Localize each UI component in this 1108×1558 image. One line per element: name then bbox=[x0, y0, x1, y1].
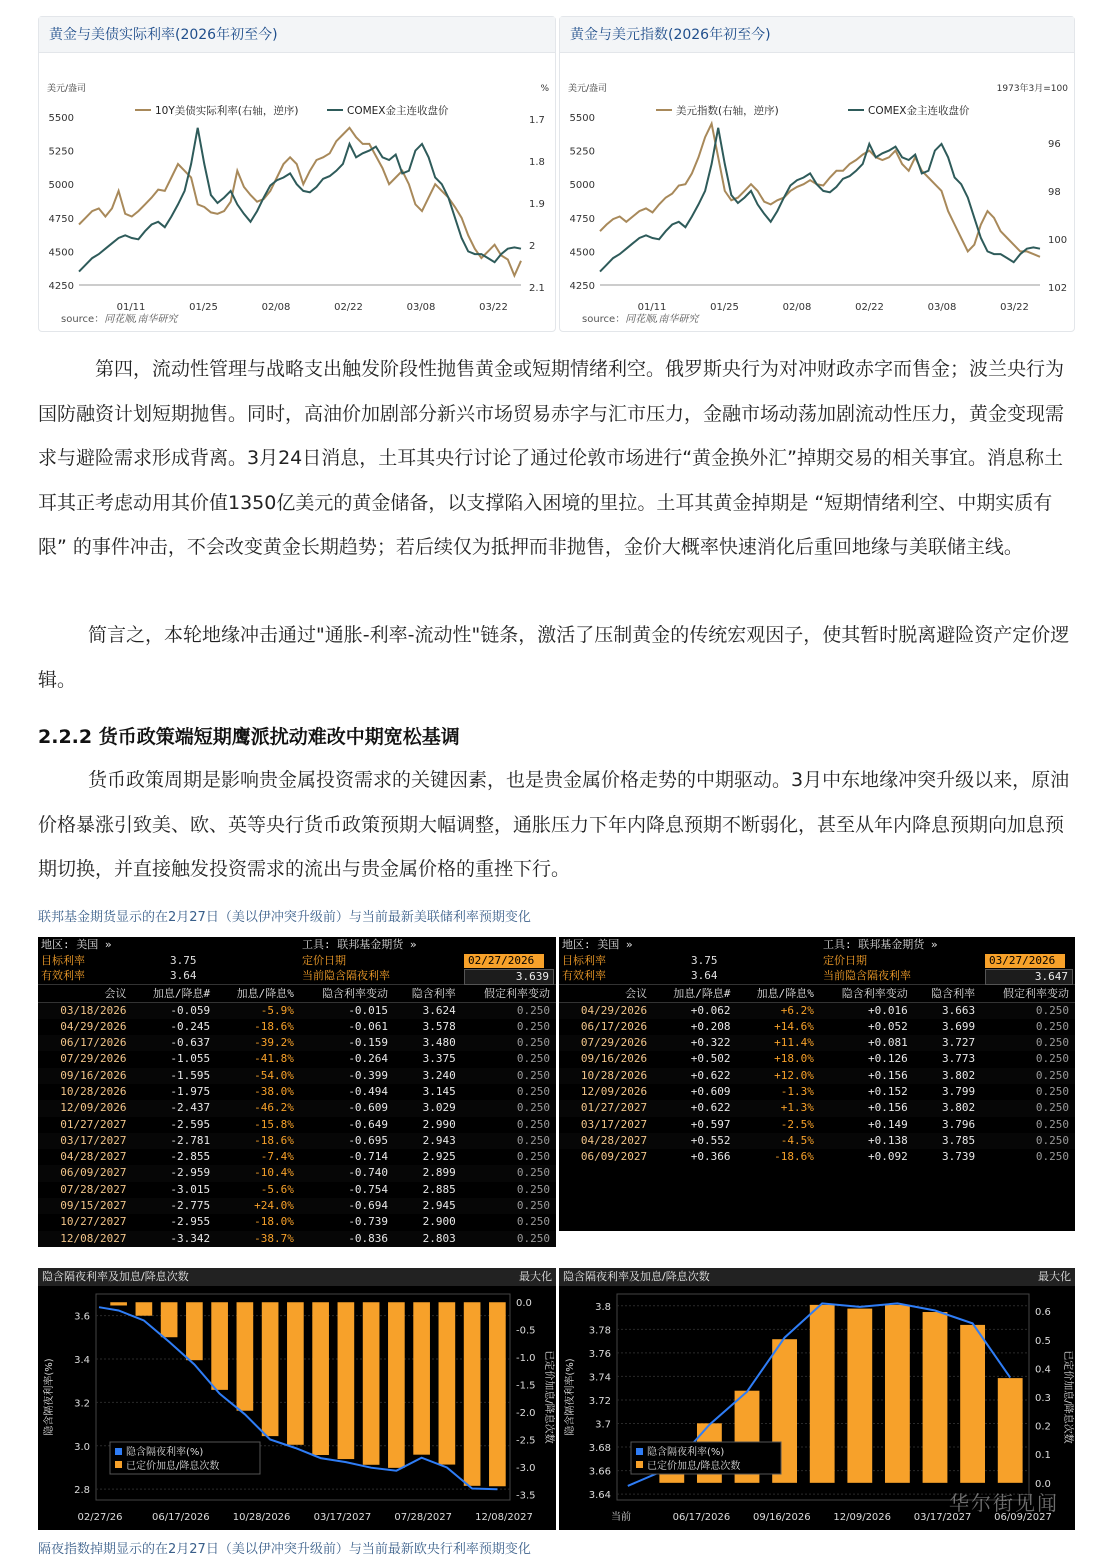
table-row[interactable]: 06/09/2027 -2.959 -10.4% -0.740 2.899 0.250 bbox=[38, 1165, 556, 1181]
column-header[interactable]: 假定利率变动 bbox=[462, 985, 556, 1002]
column-header[interactable]: 会议 bbox=[38, 985, 133, 1002]
table-row[interactable]: 03/17/2027 -2.781 -18.6% -0.695 2.943 0.250 bbox=[38, 1133, 556, 1149]
table-row[interactable]: 07/28/2027 -3.015 -5.6% -0.754 2.885 0.250 bbox=[60, 1182, 550, 1196]
legend-label: 已定价加息/降息次数 bbox=[647, 1461, 741, 1472]
table-row[interactable]: 10/28/2026 +0.622 +12.0% +0.156 3.802 0.250 bbox=[559, 1068, 1075, 1084]
meeting-table bbox=[38, 985, 556, 1247]
bar bbox=[161, 1302, 178, 1337]
caption-fed-futures: 联邦基金期货显示的在2月27日（美以伊冲突升级前）与当前最新美联储利率预期变化 bbox=[38, 910, 531, 925]
x-tick: 当前 bbox=[611, 1512, 631, 1523]
right-unit: 1973年3月=100 bbox=[996, 84, 1068, 94]
y-tick-right: 0.6 bbox=[1035, 1307, 1051, 1319]
column-header[interactable]: 会议 bbox=[559, 985, 653, 1002]
wirp-chart-current bbox=[559, 1268, 1075, 1530]
y-tick-left: 4750 bbox=[569, 213, 595, 225]
gold-dollar-chart bbox=[560, 53, 1074, 323]
bar bbox=[287, 1302, 304, 1445]
y-tick-right: -3.5 bbox=[516, 1490, 536, 1502]
x-tick: 12/08/2027 bbox=[475, 1512, 533, 1523]
y-tick-left: 3.74 bbox=[588, 1372, 611, 1384]
bar bbox=[413, 1302, 430, 1454]
region-selector[interactable]: 地区: 美国 » bbox=[562, 938, 633, 951]
legend-label: 隐含隔夜利率(%) bbox=[647, 1447, 725, 1458]
table-row[interactable]: 10/28/2026 -1.975 -38.0% -0.494 3.145 0.250 bbox=[60, 1084, 550, 1098]
table-row[interactable]: 10/27/2027 -2.955 -18.0% -0.739 2.900 0.250 bbox=[60, 1215, 550, 1229]
table-row[interactable]: 06/17/2026 +0.208 +14.6% +0.052 3.699 0.250 bbox=[580, 1019, 1069, 1033]
chart-panel-gold-vs-dollar-index bbox=[559, 16, 1075, 332]
x-tick: 06/17/2026 bbox=[672, 1512, 731, 1523]
y-tick-right: -1.0 bbox=[516, 1353, 536, 1365]
x-tick: 09/16/2026 bbox=[752, 1512, 811, 1523]
y-tick-left: 4750 bbox=[48, 213, 74, 225]
x-tick: 02/22 bbox=[334, 302, 363, 313]
y-tick-right: 0.5 bbox=[1035, 1335, 1051, 1347]
y-tick-right: 0.1 bbox=[1035, 1450, 1051, 1462]
y-tick-left: 3.8 bbox=[595, 1301, 611, 1313]
y-tick-right: 2 bbox=[529, 241, 536, 252]
bar bbox=[110, 1302, 127, 1305]
series-line bbox=[600, 124, 1040, 257]
tool-selector[interactable]: 工具: 联邦基金期货 » bbox=[302, 938, 417, 951]
bar bbox=[885, 1305, 910, 1483]
bar bbox=[439, 1302, 456, 1464]
maximize-button[interactable]: 最大化 bbox=[519, 1270, 552, 1283]
bar bbox=[338, 1302, 355, 1459]
y-tick-left: 5000 bbox=[48, 180, 74, 192]
series-line bbox=[79, 128, 521, 276]
y-tick-right: -1.5 bbox=[516, 1380, 536, 1392]
bar bbox=[136, 1302, 153, 1315]
wirp-header: 地区: 美国 » 工具: 联邦基金期货 » 目标利率 3.75 有效利率 3.64 定价日期 03/27/2026 当前隐含隔夜利率 3.647 bbox=[559, 937, 1075, 985]
legend-label: 美元指数(右轴，逆序) bbox=[676, 105, 779, 117]
x-tick: 02/08 bbox=[261, 302, 291, 313]
bar bbox=[363, 1302, 380, 1465]
source-note: source：同花顺,南华研究 bbox=[61, 314, 178, 325]
paragraph-liquidity: 第四，流动性管理与战略支出触发阶段性抛售黄金或短期情绪利空。俄罗斯央行为对冲财政赤字而售金；波兰央行为国防融资计划短期抛售。同时，高油价加剧部分新兴市场贸易赤字与汇市压力，金融市场动荡加剧流动性压力，黄金变现需求与避险需求形成背离。3月24日消息，土耳其央行讨论了通过伦敦市场进行“黄金换外汇”掉期交易的相关事宜。消息称土耳其正考虑动用其价值1350亿美元的黄金储备，以支撑陷入困境的里拉。土耳其黄金掉期是 “短期情绪利空、中期实质有限” 的事件冲击，不会改变黄金长期趋势；若后续仅为抵押而非抛售，金价大概率快速消化后重回地缘与美联储主线。 bbox=[38, 358, 1065, 558]
y-tick-right: 100 bbox=[1048, 235, 1068, 246]
gold-real-yield-chart bbox=[39, 53, 555, 323]
right-unit: % bbox=[540, 84, 549, 94]
table-row[interactable]: 04/28/2027 +0.552 -4.5% +0.138 3.785 0.250 bbox=[559, 1133, 1075, 1149]
table-row[interactable]: 09/16/2026 +0.502 +18.0% +0.126 3.773 0.250 bbox=[580, 1052, 1069, 1066]
table-row[interactable]: 03/18/2026 -0.059 -5.9% -0.015 3.624 0.250 bbox=[38, 1002, 556, 1019]
table-row[interactable]: 01/27/2027 +0.622 +1.3% +0.156 3.802 0.250 bbox=[559, 1100, 1075, 1116]
watermark: 华尔街见闻 bbox=[949, 1491, 1059, 1515]
y-tick-right: 98 bbox=[1048, 187, 1061, 198]
x-tick: 01/11 bbox=[637, 302, 667, 313]
series-line bbox=[79, 128, 521, 272]
y-tick-left: 3.7 bbox=[595, 1419, 611, 1431]
y-tick-left: 4250 bbox=[48, 281, 74, 292]
bar bbox=[237, 1302, 254, 1410]
y-tick-left: 3.6 bbox=[74, 1311, 90, 1323]
y-tick-left: 5250 bbox=[48, 146, 74, 158]
bar bbox=[211, 1302, 228, 1390]
y-tick-right: 102 bbox=[1048, 283, 1068, 294]
pricing-date-input[interactable]: 03/27/2026 bbox=[985, 954, 1065, 968]
wirp-header: 地区: 美国 » 工具: 联邦基金期货 » 目标利率 3.75 有效利率 3.64 定价日期 02/27/2026 当前隐含隔夜利率 3.639 bbox=[38, 937, 556, 985]
y-tick-right: -2.5 bbox=[516, 1435, 536, 1447]
wirp-chart-before bbox=[38, 1268, 556, 1530]
y-tick-right: 0.2 bbox=[1035, 1421, 1051, 1433]
x-tick: 03/08 bbox=[927, 302, 957, 313]
table-row[interactable]: 12/09/2026 +0.609 -1.3% +0.152 3.799 0.250 bbox=[580, 1084, 1069, 1098]
x-tick: 02/22 bbox=[855, 302, 884, 313]
chart-titlebar: 隐含隔夜利率及加息/降息次数 最大化 bbox=[559, 1268, 1075, 1286]
bar bbox=[464, 1302, 481, 1486]
column-header[interactable]: 加息/降息# bbox=[653, 985, 736, 1002]
column-header[interactable]: 隐含利率 bbox=[914, 985, 981, 1002]
y-tick-left: 5000 bbox=[569, 180, 595, 192]
column-header[interactable]: 隐含利率 bbox=[394, 985, 462, 1002]
region-selector[interactable]: 地区: 美国 » bbox=[41, 938, 112, 951]
x-tick: 03/08 bbox=[406, 302, 436, 313]
y-tick-left: 3.4 bbox=[74, 1355, 90, 1367]
y-tick-right: -0.5 bbox=[516, 1325, 536, 1337]
y-tick-left: 3.0 bbox=[74, 1441, 90, 1453]
panel-title: 黄金与美元指数(2026年初至今) bbox=[560, 17, 1074, 53]
bar bbox=[186, 1302, 203, 1360]
y-tick-right: 0.0 bbox=[516, 1298, 532, 1310]
caption-ois: 隔夜指数掉期显示的在2月27日（美以伊冲突升级前）与当前最新欧央行利率预期变化 bbox=[38, 1542, 531, 1557]
panel-title: 黄金与美债实际利率(2026年初至今) bbox=[39, 17, 555, 53]
bar bbox=[810, 1305, 835, 1483]
pricing-date-input[interactable]: 02/27/2026 bbox=[464, 954, 544, 968]
column-header[interactable]: 加息/降息# bbox=[133, 985, 217, 1002]
paragraph-summary: 简言之，本轮地缘冲击通过"通胀-利率-流动性"链条，激活了压制黄金的传统宏观因子，使其暂时脱离避险资产定价逻辑。 bbox=[38, 624, 1070, 691]
series-line bbox=[600, 128, 1040, 272]
y-tick-right: 0.4 bbox=[1035, 1364, 1051, 1376]
wirp-table-current bbox=[559, 937, 1075, 1231]
table-row[interactable]: 07/29/2026 -1.055 -41.8% -0.264 3.375 0.250 bbox=[60, 1052, 550, 1066]
table-row[interactable]: 12/09/2026 -2.437 -46.2% -0.609 3.029 0.250 bbox=[38, 1100, 556, 1116]
x-tick: 10/28/2026 bbox=[232, 1512, 291, 1523]
paragraph-monetary-policy: 货币政策周期是影响贵金属投资需求的关键因素，也是贵金属价格走势的中期驱动。3月中东地缘冲突升级以来，原油价格暴涨引致美、欧、英等央行货币政策预期大幅调整，通胀压力下年内降息预期不断弱化，甚至从年内降息预期向加息预期切换，并直接触发投资需求的流出与贵金属价格的重挫下行。 bbox=[38, 769, 1070, 880]
right-axis-label: 已定价加息/降息次数 bbox=[543, 1350, 554, 1444]
y-tick-left: 5500 bbox=[48, 113, 74, 124]
y-tick-left: 5250 bbox=[569, 146, 595, 158]
y-tick-left: 3.64 bbox=[588, 1490, 611, 1502]
table-row[interactable]: 04/28/2027 -2.855 -7.4% -0.714 2.925 0.250 bbox=[60, 1150, 550, 1164]
x-tick: 06/09/2027 bbox=[994, 1512, 1052, 1523]
maximize-button[interactable]: 最大化 bbox=[1038, 1270, 1071, 1283]
table-row[interactable]: 12/08/2027 -3.342 -38.7% -0.836 2.803 0.250 bbox=[38, 1231, 556, 1247]
legend-label: 已定价加息/降息次数 bbox=[126, 1461, 220, 1472]
bar bbox=[312, 1302, 329, 1455]
y-tick-left: 5500 bbox=[569, 113, 595, 124]
legend-swatch bbox=[636, 1448, 643, 1455]
bar bbox=[388, 1302, 405, 1468]
table-row[interactable]: 01/27/2027 -2.595 -15.8% -0.649 2.990 0.250 bbox=[60, 1117, 550, 1131]
y-tick-right: 1.7 bbox=[529, 115, 545, 126]
legend-swatch bbox=[115, 1448, 122, 1455]
legend-label: COMEX金主连收盘价 bbox=[868, 105, 970, 117]
table-row[interactable]: 06/09/2027 +0.366 -18.6% +0.092 3.739 0.250 bbox=[580, 1150, 1069, 1164]
legend-label: COMEX金主连收盘价 bbox=[347, 105, 449, 117]
x-tick: 02/08 bbox=[782, 302, 812, 313]
y-tick-left: 3.76 bbox=[588, 1348, 611, 1360]
x-tick: 03/22 bbox=[479, 302, 508, 313]
y-tick-right: 1.9 bbox=[529, 199, 545, 210]
x-tick: 02/27/26 bbox=[77, 1512, 123, 1523]
bar bbox=[489, 1302, 506, 1486]
table-row[interactable]: 06/17/2026 -0.637 -39.2% -0.159 3.480 0.250 bbox=[38, 1035, 556, 1051]
legend-label: 10Y美债实际利率(右轴，逆序) bbox=[155, 105, 299, 117]
column-header[interactable]: 加息/降息% bbox=[216, 985, 300, 1002]
y-tick-left: 2.8 bbox=[74, 1485, 90, 1497]
chart-titlebar: 隐含隔夜利率及加息/降息次数 最大化 bbox=[38, 1268, 556, 1286]
bar bbox=[960, 1325, 985, 1483]
y-tick-right: 0.0 bbox=[1035, 1478, 1051, 1490]
x-tick: 12/09/2026 bbox=[833, 1512, 892, 1523]
x-tick: 01/25 bbox=[189, 302, 218, 313]
x-tick: 06/17/2026 bbox=[151, 1512, 210, 1523]
left-axis-label: 隐含隔夜利率(%) bbox=[565, 1358, 576, 1436]
y-tick-left: 3.78 bbox=[588, 1325, 611, 1337]
y-tick-left: 4500 bbox=[48, 247, 74, 259]
bar bbox=[923, 1312, 948, 1483]
chart-panel-gold-vs-real-yield bbox=[38, 16, 556, 332]
legend-swatch bbox=[636, 1461, 643, 1468]
left-unit: 美元/盎司 bbox=[47, 84, 87, 94]
x-tick: 01/11 bbox=[116, 302, 146, 313]
source-note: source：同花顺,南华研究 bbox=[582, 314, 699, 325]
column-header[interactable]: 隐含利率变动 bbox=[820, 985, 914, 1002]
bar bbox=[998, 1378, 1023, 1483]
y-tick-right: 2.1 bbox=[529, 283, 545, 294]
implied-rate-bar-chart bbox=[38, 1286, 556, 1530]
y-tick-left: 4500 bbox=[569, 247, 595, 259]
tool-selector[interactable]: 工具: 联邦基金期货 » bbox=[823, 938, 938, 951]
x-tick: 01/25 bbox=[710, 302, 739, 313]
column-header[interactable]: 加息/降息% bbox=[737, 985, 820, 1002]
legend-swatch bbox=[115, 1461, 122, 1468]
left-unit: 美元/盎司 bbox=[568, 84, 608, 94]
y-tick-left: 3.72 bbox=[588, 1395, 611, 1407]
y-tick-left: 3.68 bbox=[588, 1443, 611, 1455]
table-row[interactable]: 04/29/2026 +0.062 +6.2% +0.016 3.663 0.250 bbox=[559, 1002, 1075, 1019]
table-row[interactable]: 07/29/2026 +0.322 +11.4% +0.081 3.727 0.250 bbox=[559, 1035, 1075, 1051]
y-tick-left: 4250 bbox=[569, 281, 595, 292]
y-tick-left: 3.2 bbox=[74, 1398, 90, 1410]
table-row[interactable]: 09/16/2026 -1.595 -54.0% -0.399 3.240 0.250 bbox=[38, 1068, 556, 1084]
table-row[interactable]: 09/15/2027 -2.775 +24.0% -0.694 2.945 0.250 bbox=[38, 1198, 556, 1214]
y-tick-right: -2.0 bbox=[516, 1408, 536, 1420]
y-tick-right: -3.0 bbox=[516, 1463, 536, 1475]
left-axis-label: 隐含隔夜利率(%) bbox=[44, 1358, 55, 1436]
meeting-table bbox=[559, 985, 1075, 1165]
x-tick: 07/28/2027 bbox=[394, 1512, 453, 1523]
y-tick-right: 96 bbox=[1048, 139, 1061, 150]
bar bbox=[262, 1302, 279, 1436]
y-tick-right: 0.3 bbox=[1035, 1393, 1051, 1404]
section-heading: 2.2.2 货币政策端短期鹰派扰动难改中期宽松基调 bbox=[38, 726, 460, 748]
y-tick-right: 1.8 bbox=[529, 157, 545, 168]
x-tick: 03/17/2027 bbox=[313, 1512, 372, 1523]
legend-label: 隐含隔夜利率(%) bbox=[126, 1447, 204, 1458]
table-row[interactable]: 04/29/2026 -0.245 -18.6% -0.061 3.578 0.250 bbox=[60, 1019, 550, 1033]
column-header[interactable]: 隐含利率变动 bbox=[300, 985, 394, 1002]
right-axis-label: 已定价加息/降息次数 bbox=[1062, 1350, 1073, 1444]
x-tick: 03/17/2027 bbox=[913, 1512, 972, 1523]
table-row[interactable]: 03/17/2027 +0.597 -2.5% +0.149 3.796 0.250 bbox=[580, 1117, 1069, 1131]
y-tick-left: 3.66 bbox=[588, 1466, 611, 1478]
bar bbox=[847, 1309, 872, 1483]
column-header[interactable]: 假定利率变动 bbox=[981, 985, 1075, 1002]
wirp-table-before bbox=[38, 937, 556, 1245]
x-tick: 03/22 bbox=[1000, 302, 1029, 313]
